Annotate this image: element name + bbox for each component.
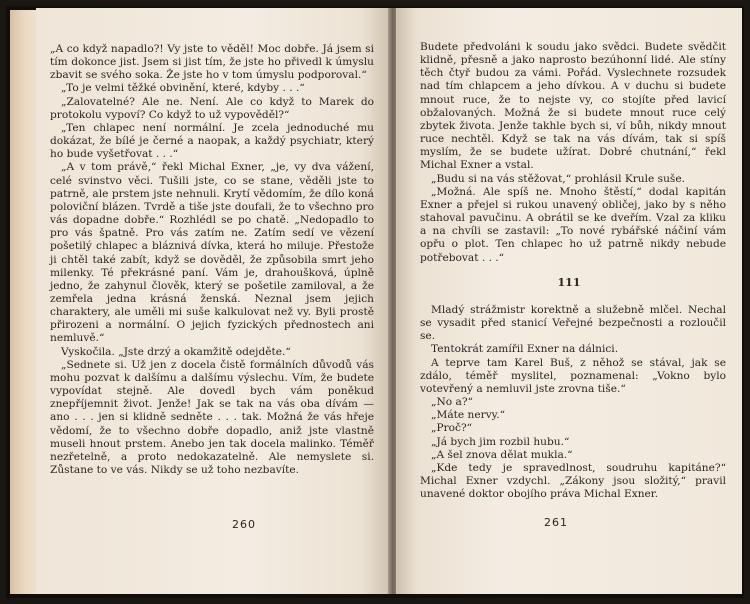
page-edges xyxy=(10,10,38,594)
right-page-text-top xyxy=(420,41,726,265)
paragraph: A teprve tam Karel Buš, z něhož se stával, jak se zdálo, téměř myslitel, poznamenal: „Vokno bylo votevřený a nemluvil jste zrovna tiše.“ xyxy=(420,356,726,395)
left-page xyxy=(36,8,390,594)
paragraph: Budete předvoláni k soudu jako svědci. Budete svědčit klidně, přesně a jako naprosto bezúhonní lidé. Ale stíny těch čtyř budou za vámi. Pořád. Vyslechnete rozsudek nad tím chlapcem a jeho dívkou. A v duchu si budete mnout ruce, že to nejste vy, co stojíte před lavicí obžalovaných. Možná že si budete mnout ruce celý zbytek života. Jenže takhle bych si, ví bůh, nikdy mnout ruce nechtěl. Když se tak na vás dívám, tak si spíš myslím, že se budete užírat. Dobré chutnání,“ řekl Michal Exner a vstal. xyxy=(420,41,726,172)
paragraph: „A v tom právě,“ řekl Michal Exner, „je, vy dva vážení, celé svinstvo věci. Tušili jste, co se stane, věděli jste to patrně, ale prstem jste nehnuli. Krytí vědomím, že dílo koná poloviční blázen. Tvrdě a tiše jste doufali, že to všechno pro vás dopadne dobře.“ Rozhlédl se po chatě. „Nedopadlo to pro vás špatně. Pro vás zatím ne. Zatím sedí ve vězení pošetilý chlapec a bláznivá dívka, která ho miluje. Přestože ji chtěl také zabít, když se dověděl, že způsobila smrt jeho milenky. Té překrásné paní. Vám je, drahoušková, úplně jedno, že zahynul člověk, který se pošetile zamiloval, a že zemřela jedna krásná ženská. Neznal jsem jejich charaktery, ale uměli mi suše kalkulovat než vy. Byli prostě přirozeni a normální. O jejich fyzických přednostech ani nemluvě.“ xyxy=(50,161,374,345)
paragraph: „A šel znova dělat mukla.“ xyxy=(431,448,573,461)
paragraph: „Kde tedy je spravedlnost, soudruhu kapitáne?“ Michal Exner vzdychl. „Zákony jsou složitý,“ pravil unavené doktor obojího práva Michal Exner. xyxy=(420,461,726,501)
right-page xyxy=(396,8,742,594)
page-number: 260 xyxy=(232,518,256,531)
paragraph: „Budu si na vás stěžovat,“ prohlásil Krule suše. xyxy=(431,172,685,185)
paragraph: „To je velmi těžké obvinění, které, kdyby . . .“ xyxy=(61,82,305,95)
paragraph: „Zalovatelné? Ale ne. Není. Ale co když to Marek do protokolu vypoví? Co když to už vypověděl?“ xyxy=(50,95,374,121)
paragraph: „Ten chlapec není normální. Je zcela jednoduché mu dokázat, že bílé je černé a naopak, a každý psychiatr, který ho bude vyšetřovat . . .“ xyxy=(50,121,374,161)
paragraph: Mladý strážmistr korektně a služebně mlčel. Nechal se vysadit před stanicí Veřejné bezpečnosti a rozloučil se. xyxy=(420,304,726,343)
paragraph: „Já bych jim rozbil hubu.“ xyxy=(431,435,570,448)
paragraph: Tentokrát zamířil Exner na dálnici. xyxy=(431,343,619,356)
paragraph: „Sednete si. Už jen z docela čistě formálních důvodů vás mohu pozvat k dalšímu a dalšímu výslechu. Vím, že budete vypovídat stejně. Ale dovedl bych vám poněkud znepříjemnit život. Jenže! Jak se tak na vás oba dívám — ano . . . jen si klidně sedněte . . . tak. Možná že vás hřeje vědomí, že to všechno dobře dopadlo, aniž jste vlastně museli hnout prstem. Anebo jen tak docela malinko. Téměř nezřetelně, a proto nedokazatelně. Ale nemyslete si. Zůstane to ve vás. Nikdy se už toho nezbavíte. xyxy=(50,358,374,476)
paragraph: Vyskočila. „Jste drzý a okamžitě odejděte.“ xyxy=(61,345,291,358)
paragraph: „A co když napadlo?! Vy jste to věděl! Moc dobře. Já jsem si tím dokonce jist. Jsem si jist tím, že jste ho přivedl k úmyslu zbavit se svého soka. Že jste ho v tom úmyslu podporoval.“ xyxy=(50,43,374,82)
chapter-number: 111 xyxy=(557,276,581,289)
paragraph: „Máte nervy.“ xyxy=(431,409,506,422)
paragraph: „Možná. Ale spíš ne. Mnoho štěstí,“ dodal kapitán Exner a přejel si rukou unavený obličej, jako by s něho stahoval pavučinu. A obrátil se ke dveřím. Vzal za kliku a na chvíli se zastavil: „To nové rybářské náčiní vám opřu o plot. Ten chlapec ho už patrně nikdy nebude potřebovat . . .“ xyxy=(420,185,726,264)
paragraph: „Proč?“ xyxy=(431,422,473,435)
left-page-text xyxy=(50,43,374,477)
paragraph: „No a?“ xyxy=(431,396,473,409)
right-page-text-bottom xyxy=(420,304,726,501)
page-number: 261 xyxy=(544,516,568,529)
